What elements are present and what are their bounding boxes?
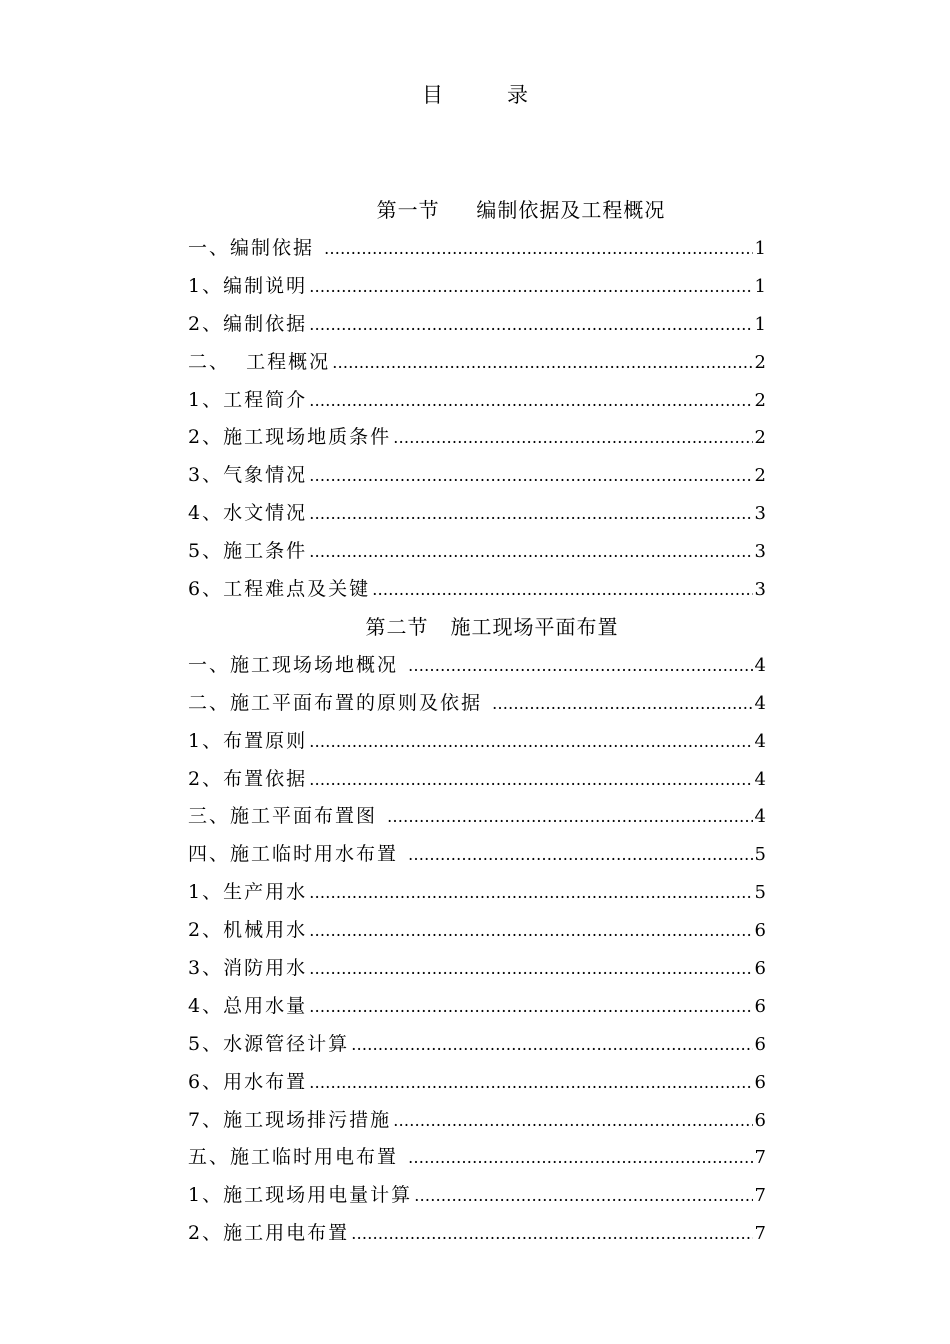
toc-entry[interactable] [188, 308, 766, 346]
toc-entry-page: 3 [754, 541, 766, 563]
toc-entry-label: 3、消防用水 [188, 957, 308, 980]
toc-title-char-1: 目 [422, 83, 443, 107]
toc-entry[interactable] [188, 573, 766, 611]
toc-entry[interactable] [188, 763, 766, 801]
dot-leader [372, 574, 752, 606]
toc-entry[interactable] [188, 421, 766, 459]
dot-leader [309, 1067, 752, 1099]
dot-leader [393, 1105, 752, 1137]
toc-entry-label: 1、工程简介 [188, 388, 308, 411]
toc-entry-label: 二、施工平面布置的原则及依据 [188, 691, 491, 714]
toc-entry-label: 2、施工用电布置 [188, 1222, 350, 1245]
toc-entry-page: 7 [754, 1147, 766, 1169]
toc-entry[interactable] [188, 497, 766, 535]
dot-leader [393, 422, 752, 454]
toc-entry-page: 7 [754, 1223, 766, 1245]
toc-entry-page: 2 [754, 351, 766, 373]
toc-entry[interactable] [188, 346, 766, 384]
dot-leader [309, 460, 752, 492]
dot-leader [309, 953, 752, 985]
dot-leader [309, 309, 752, 341]
dot-leader [332, 347, 752, 379]
toc-entry[interactable] [188, 649, 766, 687]
toc-entry-label: 2、布置依据 [188, 767, 308, 790]
toc-entry[interactable] [188, 725, 766, 763]
toc-entry-page: 4 [754, 654, 766, 676]
toc-entry-page: 1 [754, 275, 766, 297]
toc-entry[interactable] [188, 914, 766, 952]
toc-entry[interactable] [188, 687, 766, 725]
toc-entry-label: 3、气象情况 [188, 464, 308, 487]
dot-leader [408, 1142, 753, 1174]
dot-leader [309, 764, 752, 796]
dot-leader [309, 726, 752, 758]
section-heading: 第一节 编制依据及工程概况 [376, 198, 666, 222]
toc-entry-page: 2 [754, 427, 766, 449]
toc-entry[interactable] [188, 1217, 766, 1255]
toc-title [0, 80, 950, 110]
toc-entry-page: 1 [754, 313, 766, 335]
toc-entry-label: 1、布置原则 [188, 729, 308, 752]
dot-leader [408, 650, 753, 682]
toc-entry[interactable] [188, 232, 766, 270]
toc-entry[interactable] [188, 459, 766, 497]
toc-entry[interactable] [188, 876, 766, 914]
toc-entry-label: 1、编制说明 [188, 274, 308, 297]
dot-leader [309, 915, 752, 947]
toc-entry-page: 6 [754, 1071, 766, 1093]
toc-entry[interactable] [188, 384, 766, 422]
toc-entry-label: 6、工程难点及关键 [188, 578, 371, 601]
toc-entry[interactable] [188, 1179, 766, 1217]
dot-leader [309, 877, 752, 909]
toc-entry[interactable] [188, 990, 766, 1028]
dot-leader [309, 536, 752, 568]
toc-entry-page: 4 [754, 768, 766, 790]
toc-entry[interactable] [188, 270, 766, 308]
dot-leader [324, 233, 753, 265]
toc-entry-page: 6 [754, 1033, 766, 1055]
toc-entry-label: 一、施工现场场地概况 [188, 653, 407, 676]
toc-entry[interactable] [188, 1066, 766, 1104]
dot-leader [387, 801, 753, 833]
toc-entry-page: 2 [754, 389, 766, 411]
dot-leader [351, 1218, 752, 1250]
dot-leader [309, 498, 752, 530]
toc-entry[interactable] [188, 1141, 766, 1179]
toc-entry-page: 6 [754, 958, 766, 980]
toc-entry-label: 四、施工临时用水布置 [188, 843, 407, 866]
toc-entry-label: 2、机械用水 [188, 919, 308, 942]
toc-entry-label: 5、施工条件 [188, 540, 308, 563]
toc-entry-page: 3 [754, 579, 766, 601]
toc-entry-label: 4、水文情况 [188, 502, 308, 525]
toc-entry[interactable] [188, 838, 766, 876]
toc-entry-page: 6 [754, 1109, 766, 1131]
toc-entry-label: 一、编制依据 [188, 237, 323, 259]
toc-entry-label: 三、施工平面布置图 [188, 805, 386, 828]
toc-entry-label: 5、水源管径计算 [188, 1032, 350, 1055]
dot-leader [309, 991, 752, 1023]
dot-leader [408, 839, 753, 871]
toc-entry-label: 7、施工现场排污措施 [188, 1108, 392, 1131]
table-of-contents [188, 194, 766, 1255]
toc-entry-page: 5 [754, 844, 766, 866]
dot-leader [492, 688, 753, 720]
toc-entry[interactable] [188, 952, 766, 990]
section-heading: 第二节 施工现场平面布置 [365, 614, 619, 639]
toc-entry-page: 7 [754, 1185, 766, 1207]
toc-entry-page: 3 [754, 503, 766, 525]
toc-entry[interactable] [188, 535, 766, 573]
toc-entry-label: 1、施工现场用电量计算 [188, 1184, 413, 1207]
toc-entry-page: 1 [754, 238, 766, 259]
toc-title-char-2: 录 [507, 83, 528, 107]
toc-entry[interactable] [188, 1104, 766, 1142]
toc-entry-label: 二、 工程概况 [188, 350, 331, 373]
toc-entry-page: 5 [754, 882, 766, 904]
toc-entry-page: 4 [754, 806, 766, 828]
toc-entry-label: 2、施工现场地质条件 [188, 426, 392, 449]
dot-leader [351, 1029, 752, 1061]
dot-leader [309, 385, 752, 417]
toc-entry-page: 4 [754, 692, 766, 714]
toc-entry-label: 五、施工临时用电布置 [188, 1146, 407, 1169]
toc-entry-page: 4 [754, 730, 766, 752]
toc-entry[interactable] [188, 1028, 766, 1066]
toc-entry-page: 2 [754, 465, 766, 487]
toc-entry[interactable] [188, 800, 766, 838]
toc-entry-label: 1、生产用水 [188, 881, 308, 904]
toc-entry-label: 6、用水布置 [188, 1070, 308, 1093]
toc-entry-page: 6 [754, 995, 766, 1017]
dot-leader [309, 271, 752, 303]
toc-entry-label: 2、编制依据 [188, 312, 308, 335]
dot-leader [414, 1180, 752, 1212]
toc-entry-page: 6 [754, 920, 766, 942]
toc-entry-label: 4、总用水量 [188, 994, 308, 1017]
